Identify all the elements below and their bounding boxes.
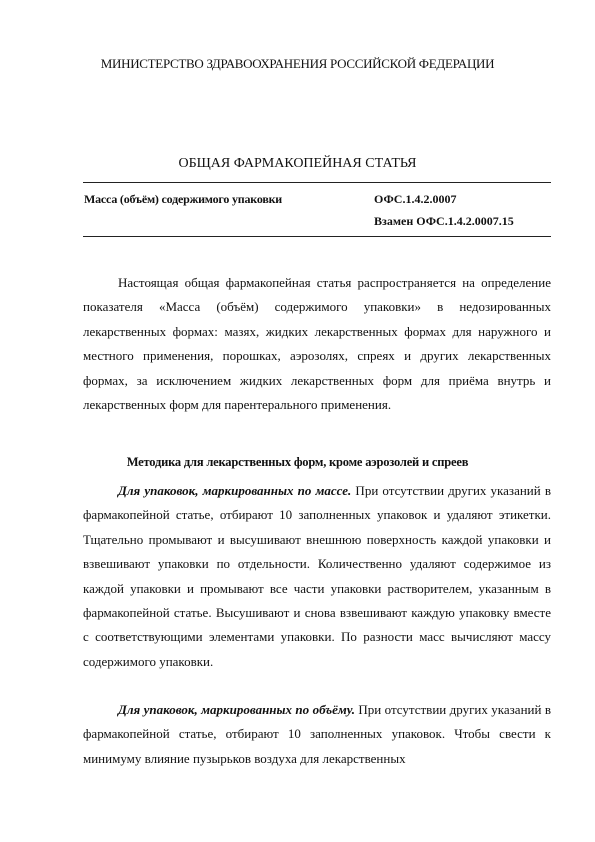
method-heading: Методика для лекарственных форм, кроме аэрозолей и спреев bbox=[126, 455, 469, 469]
intro-paragraph: Настоящая общая фармакопейная статья распространяется на определение показателя «Масса (объём) содержимого упаковки» в недозированных лекарственных формах: мазях, жидких лекарственных формах для наружного и местного применения, порошках, аэрозолях, спреях и других лекарственных формах, за исключением жидких лекарственных форм для приёма внутрь и лекарственных форм для парентерального применения. bbox=[83, 275, 551, 413]
volume-text: При отсутствии других указаний в фармакопейной статье, отбирают 10 заполненных упаковок. Чтобы свести к минимуму влияние пузырьков воздуха для лекарственных bbox=[83, 702, 551, 766]
bottom-divider bbox=[83, 236, 551, 237]
article-code: ОФС.1.4.2.0007 bbox=[374, 192, 457, 206]
document-title: ОБЩАЯ ФАРМАКОПЕЙНАЯ СТАТЬЯ bbox=[178, 156, 417, 171]
article-replaces: Взамен ОФС.1.4.2.0007.15 bbox=[374, 214, 514, 228]
mass-text: При отсутствии других указаний в фармакопейной статье, отбирают 10 заполненных упаковок и удаляют этикетки. Тщательно промывают и высушивают внешнюю поверхность каждой упаковки и взвешивают упаковки по отдельности. Количественно удаляют содержимое из каждой упаковки и промывают все части упаковки растворителем, указанным в фармакопейной статье. Высушивают и снова взвешивают каждую упаковку вместе с соответствующими элементами упаковки. По разности масс вычисляют массу содержимого упаковки. bbox=[83, 483, 551, 669]
ministry-name: МИНИСТЕРСТВО ЗДРАВООХРАНЕНИЯ РОССИЙСКОЙ ФЕДЕРАЦИИ bbox=[100, 56, 495, 71]
volume-lead: Для упаковок, маркированных по объёму. bbox=[118, 702, 355, 717]
volume-paragraph bbox=[83, 698, 551, 771]
mass-lead: Для упаковок, маркированных по массе. bbox=[118, 483, 352, 498]
mass-paragraph bbox=[83, 479, 551, 674]
article-subject: Масса (объём) содержимого упаковки bbox=[84, 192, 283, 206]
top-divider bbox=[83, 182, 551, 183]
